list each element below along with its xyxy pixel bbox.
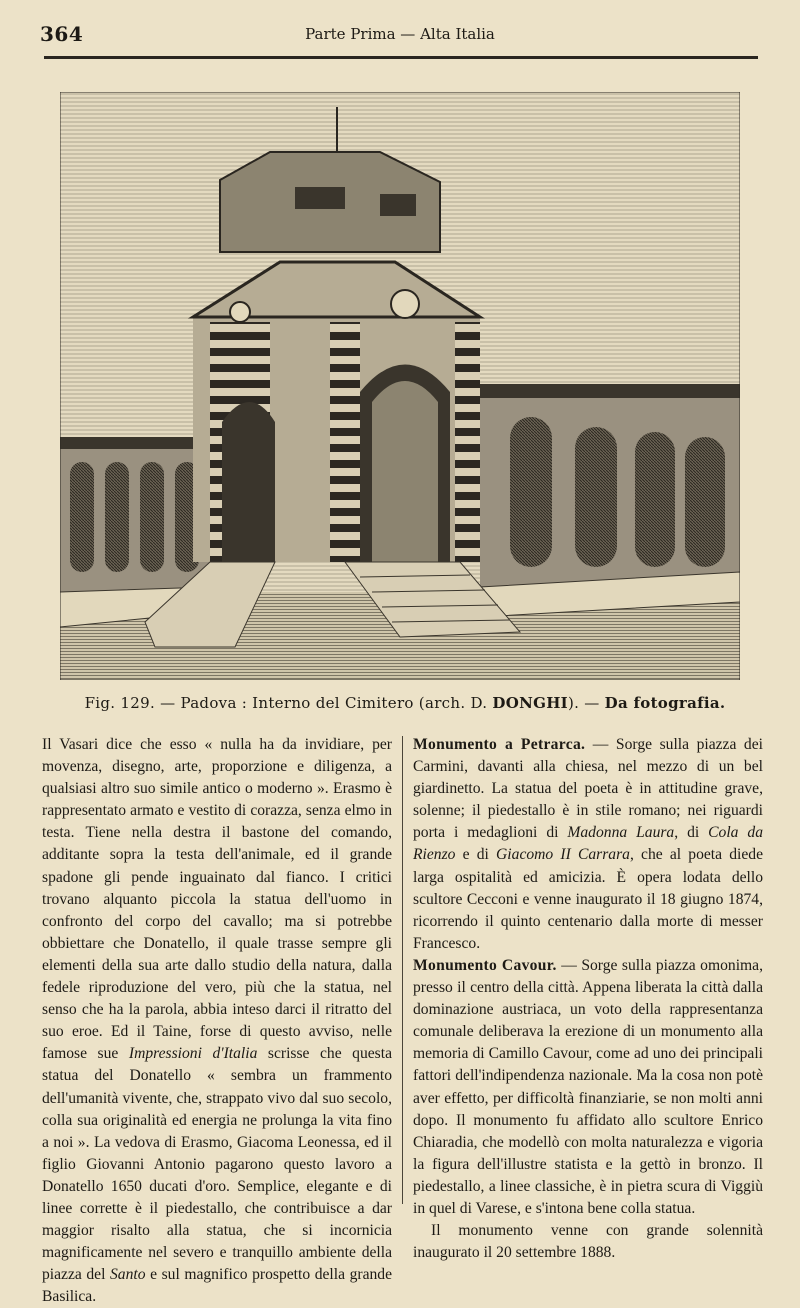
text-run: e sul magnifico prospetto della grande Basilica. bbox=[42, 1266, 392, 1306]
petrarca-paragraph bbox=[413, 734, 763, 955]
page-number: 364 bbox=[40, 22, 84, 46]
header-rule bbox=[44, 56, 758, 59]
medallion-madonna-laura: Madonna Laura bbox=[567, 824, 675, 842]
left-column bbox=[42, 734, 392, 1308]
cavour-paragraph bbox=[413, 955, 763, 1220]
text-run: — Sorge sulla piazza omonima, presso il centro della città. Appena liberata la città dalla dominazione austriaca, un voto della rappresentanza comunale deliberava la erezione di un monumento alla memoria di Camillo Cavour, come ad uno dei principali fattori dell'indipendenza nazionale. Ma la cosa non potè aver effetto, per difficoltà finanziarie, se non molti anni dopo. Il monumento fu affidato allo scultore Enrico Chiaradia, che modellò con molta naturalezza e vigoria la figura dell'illustre statista e la gettò in bronzo. Il piedestallo, a linee classiche, è in pietra scura di Viggiù in quel di Varese, e s'intona bene colla statua. bbox=[413, 956, 763, 1217]
cemetery-engraving bbox=[60, 92, 740, 680]
text-run: — Sorge sulla piazza dei Carmini, davanti alla chiesa, nel mezzo di un bel giardinetto. La statua del poeta è in attitudine grave, solenne; il piedestallo è in stile romano; nei riguardi porta i medaglioni di bbox=[413, 736, 763, 842]
page-header bbox=[40, 22, 760, 46]
gattamelata-paragraph bbox=[42, 734, 392, 1308]
text-run: , di bbox=[674, 824, 709, 842]
caption-source: Da fotografia. bbox=[604, 694, 726, 712]
cavour-heading: Monumento Cavour. bbox=[413, 956, 557, 974]
running-head: Parte Prima — Alta Italia bbox=[305, 25, 495, 43]
cavour-inauguration: Il monumento venne con grande solennità inaugurato il 20 settembre 1888. bbox=[413, 1222, 763, 1262]
book-title: Impressioni d'Italia bbox=[128, 1045, 258, 1063]
caption-mid: ). — bbox=[568, 694, 605, 712]
petrarca-heading: Monumento a Petrarca. bbox=[413, 736, 586, 753]
medallion-giacomo-carrara: Giacomo II Carrara bbox=[496, 846, 630, 864]
piazza-santo: Santo bbox=[110, 1266, 146, 1284]
right-column bbox=[413, 734, 763, 1264]
text-run: scrisse che questa statua del Donatello « sembra un frammento dell'umanità vivente, che, strappato vivo dal suo secolo, colla sua originalità ed energia ne prolunga la vita fino a noi ». La vedova di Erasmo, Giacoma Leonessa, ed il figlio Giovanni Antonio pagarono questo lavoro a Donatello 1650 ducati d'oro. Semplice, elegante e di linee corrette è il piedestallo, che contribuisce a dar maggior risalto alla statua, che si incornicia magnificamente nel severo e tranquillo ambiente della piazza del bbox=[42, 1045, 392, 1284]
caption-prefix: Fig. 129. — Padova : Interno del Cimitero (arch. D. bbox=[84, 694, 493, 712]
medallion-cola-da-rienzo: Cola da Rienzo bbox=[413, 824, 763, 864]
right-colonnade bbox=[480, 384, 740, 617]
text-run: e di bbox=[455, 846, 497, 864]
caption-architect: DONGHI bbox=[492, 694, 568, 712]
text-run: Il Vasari dice che esso « nulla ha da invidiare, per movenza, disegno, arte, proporzione e diligenza, a qualsiasi altro suo simile antico o moderno ». Erasmo è rappresentato armato e vestito di corazza, senza elmo in testa. Tiene nella destra il bastone del comando, additante sopra la testa dell'animale, ed il grande spadone gli pende inguainato dal fianco. I critici trovano alquanto piccola la statua dell'uomo in confronto del corpo del cavallo; ma si potrebbe obbiettare che Donatello, il quale trasse sempre gli elementi della sua arte dallo studio della natura, dalla fedele riproduzione del vero, più che la statua, nel senso che ha la parola, abbia inteso darci il ritratto del suo eroe. Ed il Taine, forse di questo avviso, nelle famose sue bbox=[42, 736, 392, 1063]
text-run: , che al poeta diede larga ospitalità ed amicizia. È opera lodata dello scultore Cecconi e venne inaugurato il 18 giugno 1874, ricorrendo il quinto centenario dalla morte di messer Francesco. bbox=[413, 846, 763, 952]
figure-caption bbox=[60, 694, 750, 712]
column-divider bbox=[402, 736, 403, 1204]
